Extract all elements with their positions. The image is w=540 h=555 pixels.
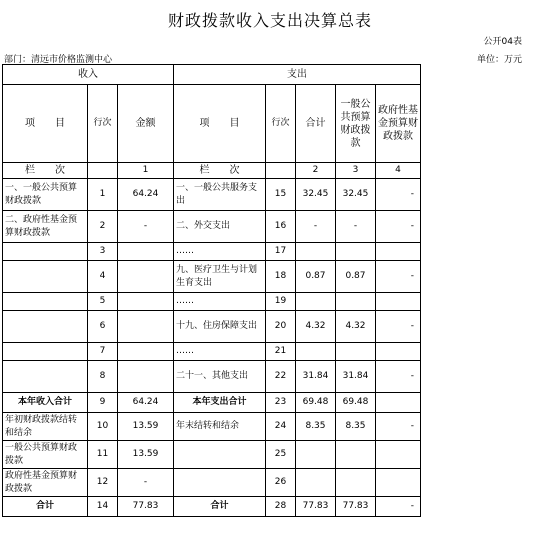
table-row: [3, 361, 421, 393]
income-amount-cell: [118, 361, 174, 393]
expense-line-cell: 16: [266, 211, 296, 243]
income-line-cell: 2: [88, 211, 118, 243]
income-amount-cell: -: [118, 469, 174, 497]
expense-item-cell: 年末结转和结余: [174, 413, 266, 441]
fund-budget-cell: -: [376, 261, 421, 293]
table-row: [3, 179, 421, 211]
expense-item-cell: 一、一般公共服务支出: [174, 179, 266, 211]
table-row: [3, 497, 421, 517]
fund-budget-cell: [376, 343, 421, 361]
income-item-cell: [3, 261, 88, 293]
table-row: [3, 293, 421, 311]
general-budget-cell: 0.87: [336, 261, 376, 293]
total-cell: 8.35: [296, 413, 336, 441]
total-cell: -: [296, 211, 336, 243]
income-amount-cell: [118, 243, 174, 261]
expense-item-header: 项 目: [174, 85, 266, 163]
income-amount-cell: 64.24: [118, 179, 174, 211]
general-budget-cell: [336, 243, 376, 261]
general-budget-cell: -: [336, 211, 376, 243]
expense-line-cell: 18: [266, 261, 296, 293]
general-budget-cell: 77.83: [336, 497, 376, 517]
income-item-cell: 一、一般公共预算财政拨款: [3, 179, 88, 211]
income-amount-cell: -: [118, 211, 174, 243]
income-header: 收入: [3, 65, 174, 85]
expense-header: 支出: [174, 65, 421, 85]
income-amount-cell: [118, 343, 174, 361]
general-budget-cell: 8.35: [336, 413, 376, 441]
total-cell: 32.45: [296, 179, 336, 211]
general-budget-cell: [336, 293, 376, 311]
income-amount-cell: [118, 311, 174, 343]
fund-budget-cell: [376, 393, 421, 413]
income-line-cell: 12: [88, 469, 118, 497]
income-item-cell: 一般公共预算财政拨款: [3, 441, 88, 469]
expense-item-cell: [174, 441, 266, 469]
fund-budget-cell: -: [376, 211, 421, 243]
income-line-cell: 3: [88, 243, 118, 261]
income-line-cell: 6: [88, 311, 118, 343]
income-item-cell: [3, 343, 88, 361]
income-amount-cell: 77.83: [118, 497, 174, 517]
expense-item-cell: 二十一、其他支出: [174, 361, 266, 393]
total-cell: [296, 441, 336, 469]
income-amount-cell: 13.59: [118, 441, 174, 469]
total-cell: 0.87: [296, 261, 336, 293]
fund-budget-cell: -: [376, 497, 421, 517]
income-item-cell: 年初财政拨款结转和结余: [3, 413, 88, 441]
expense-line-cell: 22: [266, 361, 296, 393]
col-number-4: 4: [376, 163, 421, 179]
general-budget-cell: 4.32: [336, 311, 376, 343]
general-budget-cell: [336, 343, 376, 361]
expense-line-cell: 17: [266, 243, 296, 261]
income-amount-cell: 64.24: [118, 393, 174, 413]
income-line-cell: 1: [88, 179, 118, 211]
general-budget-cell: [336, 469, 376, 497]
expense-item-cell: 二、外交支出: [174, 211, 266, 243]
income-line-cell: 10: [88, 413, 118, 441]
income-item-cell: [3, 243, 88, 261]
income-line-cell: 8: [88, 361, 118, 393]
fund-budget-cell: [376, 441, 421, 469]
expense-item-cell: [174, 469, 266, 497]
department-label: 部门：清远市价格监测中心: [4, 55, 113, 65]
income-amount-cell: 13.59: [118, 413, 174, 441]
expense-line-cell: 15: [266, 179, 296, 211]
table-row: [3, 441, 421, 469]
expense-item-cell: ……: [174, 293, 266, 311]
total-cell: [296, 343, 336, 361]
fund-budget-cell: -: [376, 179, 421, 211]
col-number-1: 1: [118, 163, 174, 179]
expense-item-cell: 九、医疗卫生与计划生育支出: [174, 261, 266, 293]
income-amount-cell: [118, 293, 174, 311]
income-item-cell: [3, 293, 88, 311]
col-number-3: 3: [336, 163, 376, 179]
income-line-cell: 14: [88, 497, 118, 517]
income-line-cell: 7: [88, 343, 118, 361]
expense-column-label: 栏 次: [174, 163, 266, 179]
col-number-2: 2: [296, 163, 336, 179]
table-row: [3, 311, 421, 343]
income-amount-header: 金额: [118, 85, 174, 163]
total-cell: 31.84: [296, 361, 336, 393]
expense-line-cell: 26: [266, 469, 296, 497]
total-cell: 69.48: [296, 393, 336, 413]
fund-budget-cell: -: [376, 361, 421, 393]
income-item-cell: 政府性基金预算财政拨款: [3, 469, 88, 497]
income-item-cell: [3, 361, 88, 393]
expense-line-header: 行次: [266, 85, 296, 163]
table-row: [3, 261, 421, 293]
expense-line-cell: 24: [266, 413, 296, 441]
income-item-cell: 合计: [3, 497, 88, 517]
report-title: 财政拨款收入支出决算总表: [167, 11, 372, 30]
fund-budget-cell: [376, 293, 421, 311]
expense-item-cell: 十九、住房保障支出: [174, 311, 266, 343]
expense-item-cell: 合计: [174, 497, 266, 517]
fund-budget-cell: -: [376, 311, 421, 343]
table-row: [3, 393, 421, 413]
expense-line-cell: 20: [266, 311, 296, 343]
income-column-label: 栏 次: [3, 163, 88, 179]
fund-budget-header: 政府性基金预算财政拨款: [376, 85, 421, 163]
table-row: [3, 243, 421, 261]
expense-line-cell: 25: [266, 441, 296, 469]
table-row: [3, 469, 421, 497]
income-amount-cell: [118, 261, 174, 293]
budget-table: [2, 64, 421, 517]
total-cell: 4.32: [296, 311, 336, 343]
total-cell: [296, 243, 336, 261]
expense-item-cell: ……: [174, 243, 266, 261]
income-item-cell: 二、政府性基金预算财政拨款: [3, 211, 88, 243]
fund-budget-cell: -: [376, 413, 421, 441]
income-line-cell: 5: [88, 293, 118, 311]
general-budget-cell: 69.48: [336, 393, 376, 413]
unit-label: 单位：万元: [476, 55, 522, 65]
total-cell: 77.83: [296, 497, 336, 517]
income-line-cell: 4: [88, 261, 118, 293]
expense-item-cell: ……: [174, 343, 266, 361]
income-item-cell: 本年收入合计: [3, 393, 88, 413]
fund-budget-cell: [376, 243, 421, 261]
general-budget-cell: 32.45: [336, 179, 376, 211]
table-row: [3, 343, 421, 361]
income-line-cell: 11: [88, 441, 118, 469]
income-item-cell: [3, 311, 88, 343]
total-cell: [296, 469, 336, 497]
total-header: 合计: [296, 85, 336, 163]
income-line-header: 行次: [88, 85, 118, 163]
expense-line-cell: 23: [266, 393, 296, 413]
expense-line-cell: 21: [266, 343, 296, 361]
fund-budget-cell: [376, 469, 421, 497]
table-row: [3, 211, 421, 243]
expense-line-cell: 28: [266, 497, 296, 517]
total-cell: [296, 293, 336, 311]
table-row: [3, 413, 421, 441]
income-line-cell: 9: [88, 393, 118, 413]
form-number: 公开04表: [483, 37, 522, 47]
general-budget-cell: [336, 441, 376, 469]
general-budget-header: 一般公共预算财政拨款: [336, 85, 376, 163]
income-item-header: 项 目: [3, 85, 88, 163]
general-budget-cell: 31.84: [336, 361, 376, 393]
empty-cell: [88, 163, 118, 179]
expense-item-cell: 本年支出合计: [174, 393, 266, 413]
expense-line-cell: 19: [266, 293, 296, 311]
empty-cell: [266, 163, 296, 179]
